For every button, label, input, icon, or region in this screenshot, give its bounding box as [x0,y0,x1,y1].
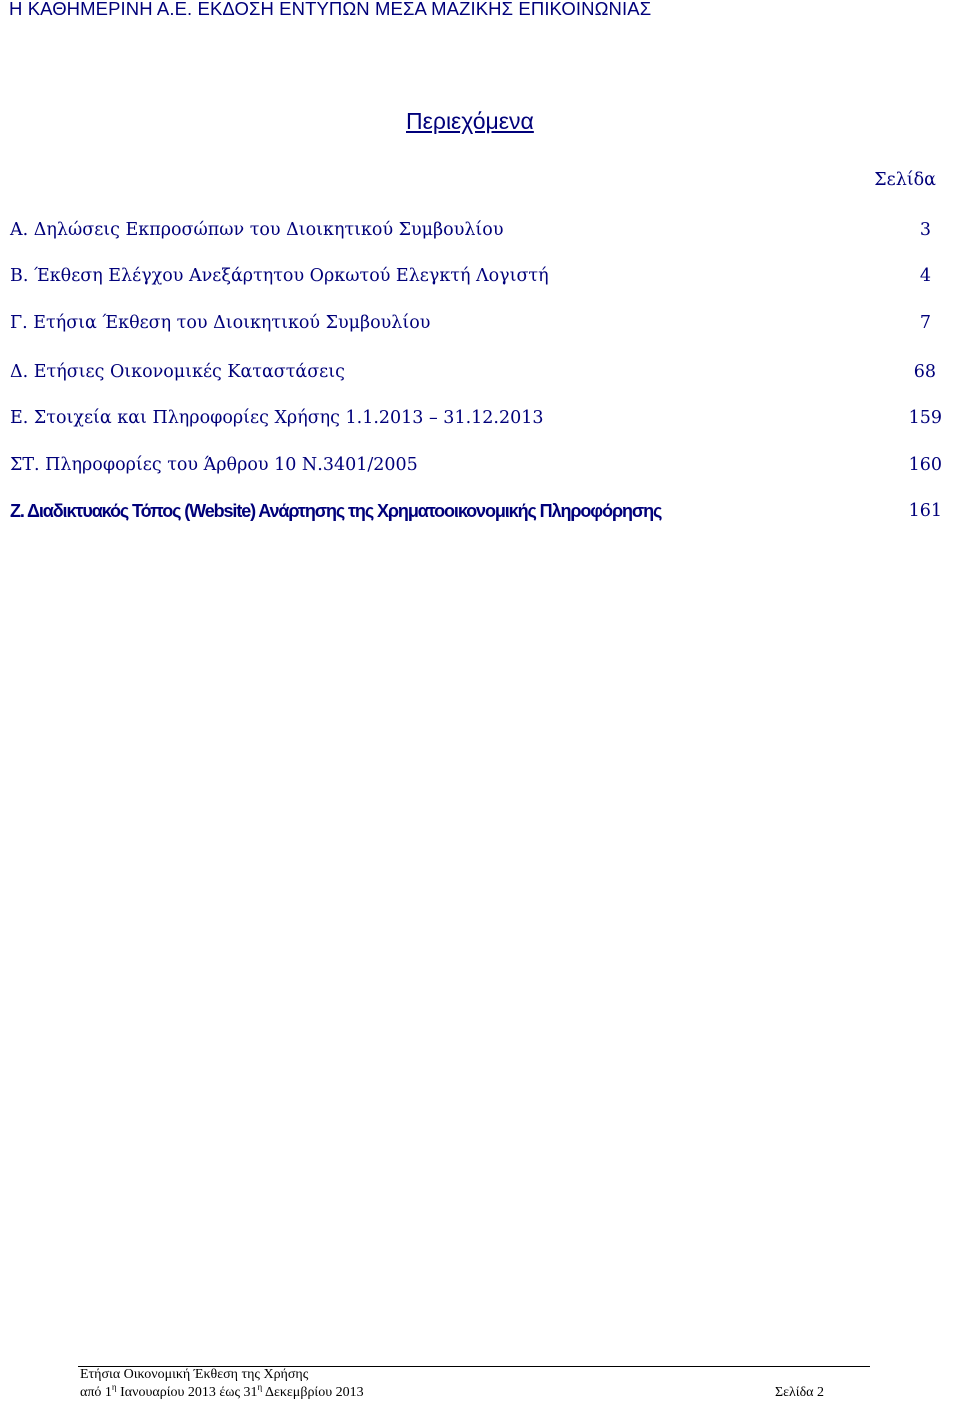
toc-entry-page: 7 [919,313,931,333]
page-title: Περιεχόμενα [406,108,534,134]
toc-entry-e[interactable] [10,408,940,434]
toc-entry-page: 3 [919,220,931,240]
toc-entry-page: 160 [908,455,942,475]
toc-entry-d[interactable] [10,362,940,388]
page-column-label: Σελίδα [874,170,936,190]
footer-ordinal: η [257,1382,263,1392]
toc-entry-page: 68 [913,362,936,382]
toc-entry-label: Δ. Ετήσιες Οικονομικές Καταστάσεις [10,362,345,382]
footer-report-title: Ετήσια Οικονομική Έκθεση της Χρήσης [80,1367,309,1382]
toc-entry-label: Ζ. Διαδικτυακός Τόπος (Website) Ανάρτησης της Χρηματοοικονομικής Πληροφόρησης [10,501,662,521]
footer-period-part: Δεκεμβρίου 2013 [262,1385,364,1400]
footer-ordinal: η [111,1382,117,1392]
toc-entry-label: ΣΤ. Πληροφορίες του Άρθρου 10 Ν.3401/2005 [10,455,418,475]
toc-entry-page: 4 [919,266,931,286]
toc-entry-page: 159 [908,408,942,428]
toc-entry-label: Γ. Ετήσια Έκθεση του Διοικητικού Συμβουλίου [10,313,431,333]
toc-entry-st[interactable] [10,455,940,481]
footer-period-part: Ιανουαρίου 2013 έως 31 [116,1385,258,1400]
footer-period-part: από 1 [80,1385,112,1400]
toc-entry-label: Ε. Στοιχεία και Πληροφορίες Χρήσης 1.1.2013 – 31.12.2013 [10,408,544,428]
toc-entry-z[interactable] [10,501,940,527]
toc-entry-page: 161 [908,501,942,521]
footer-period [80,1382,364,1401]
toc-entry-a[interactable] [10,220,940,246]
toc-entry-c[interactable] [10,313,940,339]
toc-entry-b[interactable] [10,266,940,292]
footer-page-number: Σελίδα 2 [774,1385,824,1400]
document-header: Η ΚΑΘΗΜΕΡΙΝΗ Α.Ε. ΕΚΔΟΣΗ ΕΝΤΥΠΩΝ ΜΕΣΑ ΜΑΖΙΚΗΣ ΕΠΙΚΟΙΝΩΝΙΑΣ [9,0,652,19]
toc-entry-label: Β. Έκθεση Ελέγχου Ανεξάρτητου Ορκωτού Ελεγκτή Λογιστή [10,266,549,286]
toc-entry-label: Α. Δηλώσεις Εκπροσώπων του Διοικητικού Συμβουλίου [10,220,504,240]
